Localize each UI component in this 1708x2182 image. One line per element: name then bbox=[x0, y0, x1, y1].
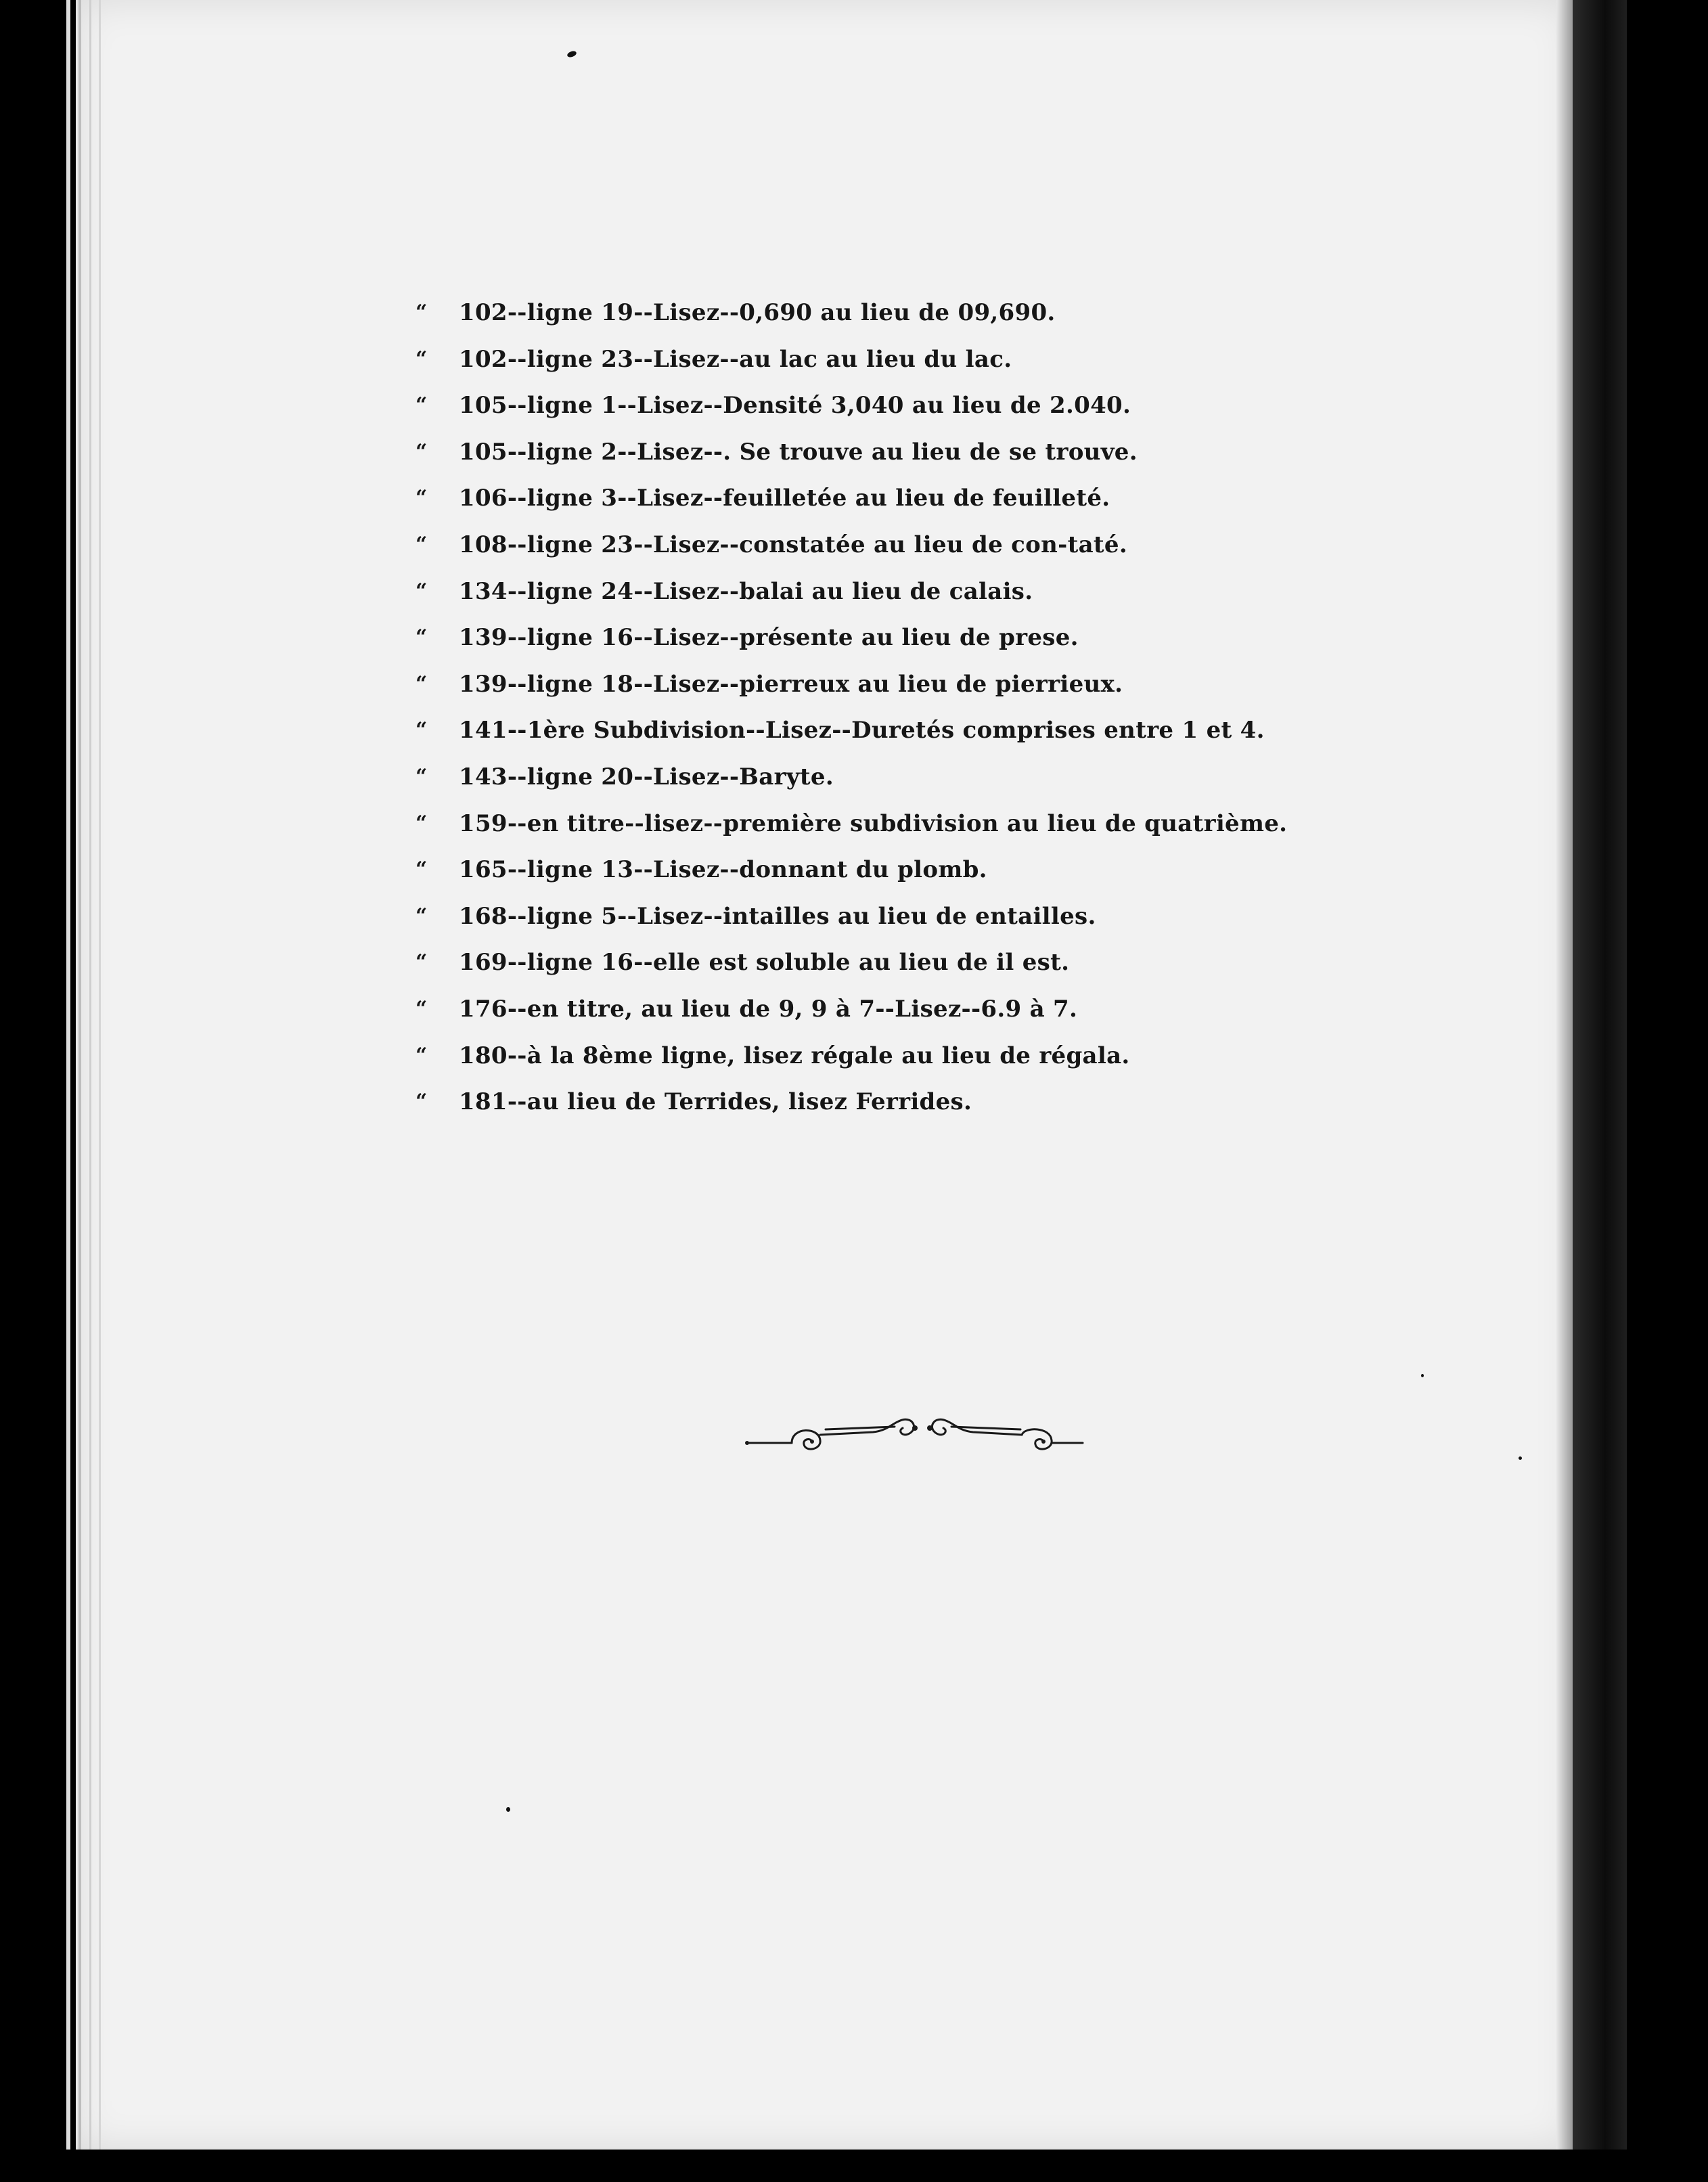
errata-list bbox=[415, 290, 1471, 1126]
errata-entry-text: 102--ligne 19--Lisez--0,690 au lieu de 09,690. bbox=[459, 299, 1056, 326]
errata-entry bbox=[415, 382, 1471, 429]
errata-entry bbox=[415, 707, 1471, 754]
scan-speck bbox=[506, 1807, 510, 1812]
page-edge bbox=[78, 0, 81, 2150]
ditto-mark: “ bbox=[415, 996, 428, 1021]
errata-entry bbox=[415, 661, 1471, 708]
ditto-mark: “ bbox=[415, 950, 428, 975]
errata-entry bbox=[415, 336, 1471, 383]
errata-entry bbox=[415, 986, 1471, 1033]
ditto-mark: “ bbox=[415, 1043, 428, 1067]
errata-entry-text: 168--ligne 5--Lisez--intailles au lieu de entailles. bbox=[459, 902, 1096, 930]
book-binding bbox=[1573, 0, 1627, 2150]
ditto-mark: “ bbox=[415, 300, 428, 324]
errata-entry-text: 143--ligne 20--Lisez--Baryte. bbox=[459, 763, 834, 791]
ditto-mark: “ bbox=[415, 904, 428, 928]
errata-entry-text: 139--ligne 18--Lisez--pierreux au lieu de pierrieux. bbox=[459, 670, 1123, 698]
errata-entry-text: 176--en titre, au lieu de 9, 9 à 7--Lisez--6.9 à 7. bbox=[459, 995, 1078, 1023]
errata-entry bbox=[415, 475, 1471, 522]
ditto-mark: “ bbox=[415, 532, 428, 556]
errata-entry bbox=[415, 569, 1471, 615]
scan-speck bbox=[1421, 1374, 1424, 1377]
ditto-mark: “ bbox=[415, 718, 428, 742]
errata-entry-text: 105--ligne 1--Lisez--Densité 3,040 au lieu de 2.040. bbox=[459, 392, 1131, 420]
errata-entry-text: 108--ligne 23--Lisez--constatée au lieu de con-taté. bbox=[459, 531, 1128, 558]
ditto-mark: “ bbox=[415, 1090, 428, 1114]
errata-entry bbox=[415, 1033, 1471, 1079]
errata-entry-text: 169--ligne 16--elle est soluble au lieu de il est. bbox=[459, 949, 1070, 977]
ditto-mark: “ bbox=[415, 579, 428, 603]
errata-entry bbox=[415, 801, 1471, 847]
errata-entry bbox=[415, 754, 1471, 801]
errata-entry bbox=[415, 847, 1471, 893]
errata-entry-text: 180--à la 8ème ligne, lisez régale au lieu de régala. bbox=[459, 1042, 1130, 1069]
errata-entry-text: 141--1ère Subdivision--Lisez--Duretés comprises entre 1 et 4. bbox=[459, 717, 1265, 744]
errata-entry-text: 102--ligne 23--Lisez--au lac au lieu du lac. bbox=[459, 345, 1012, 373]
errata-entry bbox=[415, 615, 1471, 661]
errata-entry bbox=[415, 939, 1471, 986]
page-edge bbox=[89, 0, 91, 2150]
ditto-mark: “ bbox=[415, 439, 428, 464]
page-edge bbox=[66, 0, 70, 2150]
errata-entry-text: 105--ligne 2--Lisez--. Se trouve au lieu de se trouve. bbox=[459, 438, 1138, 466]
errata-entry-text: 134--ligne 24--Lisez--balai au lieu de calais. bbox=[459, 577, 1033, 605]
ditto-mark: “ bbox=[415, 347, 428, 371]
scan-border bbox=[0, 2150, 1708, 2182]
errata-entry-text: 106--ligne 3--Lisez--feuilletée au lieu de feuilleté. bbox=[459, 485, 1110, 512]
ditto-mark: “ bbox=[415, 486, 428, 510]
errata-entry-text: 159--en titre--lisez--première subdivision au lieu de quatrième. bbox=[459, 809, 1288, 837]
errata-entry bbox=[415, 522, 1471, 569]
errata-entry-text: 139--ligne 16--Lisez--présente au lieu de prese. bbox=[459, 624, 1079, 652]
binding-edge bbox=[1556, 0, 1573, 2150]
errata-entry bbox=[415, 893, 1471, 940]
page-edge bbox=[99, 0, 101, 2150]
ditto-mark: “ bbox=[415, 625, 428, 650]
errata-entry-text: 165--ligne 13--Lisez--donnant du plomb. bbox=[459, 856, 987, 884]
errata-entry bbox=[415, 1079, 1471, 1126]
ditto-mark: “ bbox=[415, 764, 428, 788]
ditto-mark: “ bbox=[415, 671, 428, 696]
ditto-mark: “ bbox=[415, 393, 428, 418]
errata-entry-text: 181--au lieu de Terrides, lisez Ferrides. bbox=[459, 1088, 972, 1116]
errata-entry bbox=[415, 429, 1471, 476]
ditto-mark: “ bbox=[415, 811, 428, 835]
errata-entry bbox=[415, 290, 1471, 336]
decorative-flourish-icon bbox=[738, 1387, 1089, 1469]
ditto-mark: “ bbox=[415, 858, 428, 882]
scan-speck bbox=[1519, 1456, 1522, 1460]
